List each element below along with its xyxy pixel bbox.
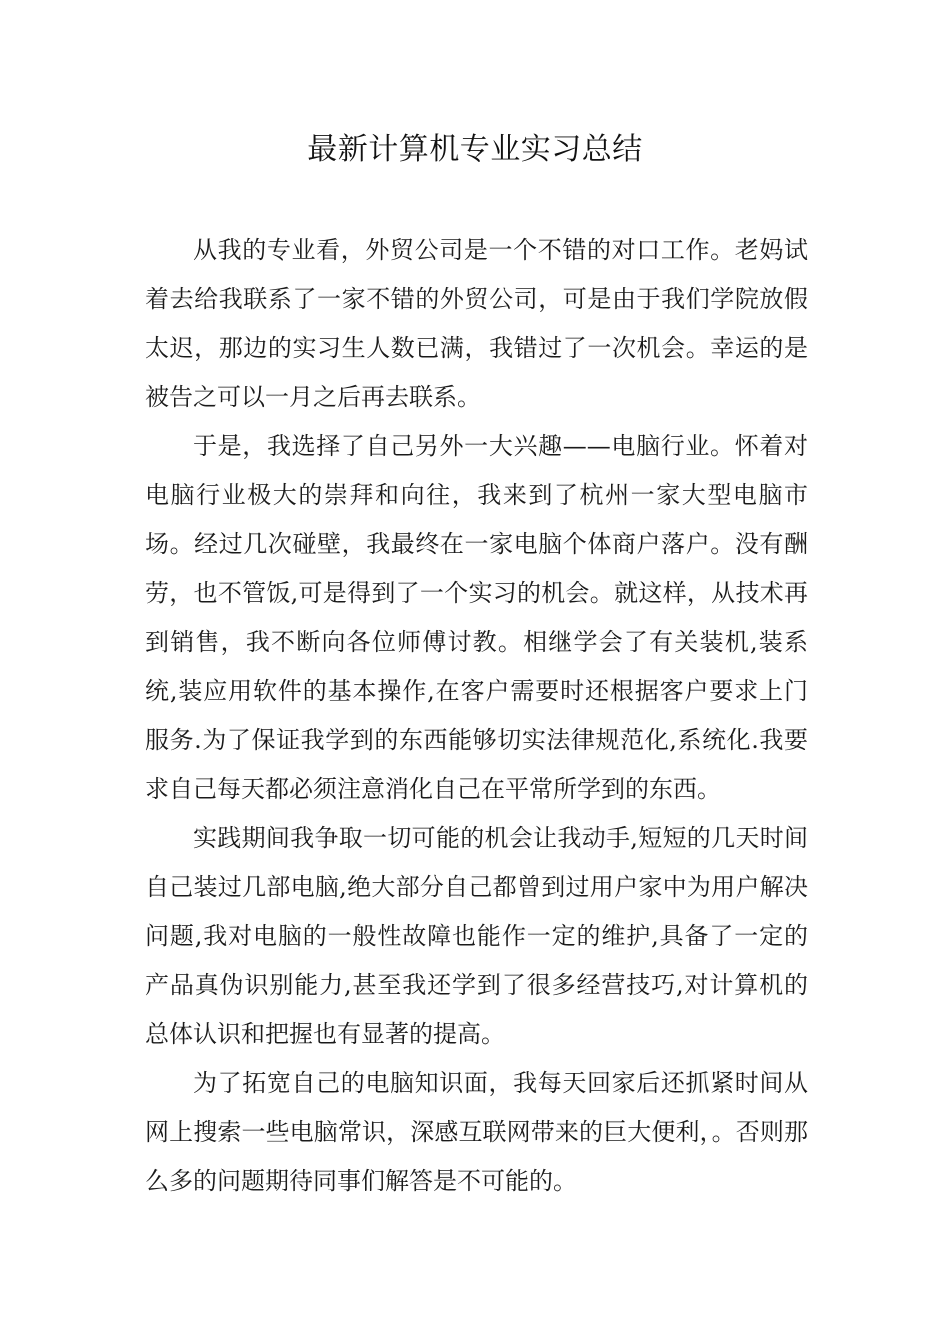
document-title: 最新计算机专业实习总结 [307,132,643,167]
paragraph: 从我的专业看，外贸公司是一个不错的对口工作。老妈试着去给我联系了一家不错的外贸公司，可是由于我们学院放假太迟，那边的实习生人数已满，我错过了一次机会。幸运的是被告之可以一月之后再去联系。 [145,236,808,411]
paragraph: 为了拓宽自己的电脑知识面，我每天回家后还抓紧时间从网上搜索一些电脑常识，深感互联网带来的巨大便利，。否则那么多的问题期待同事们解答是不可能的。 [145,1069,808,1195]
paragraph: 实践期间我争取一切可能的机会让我动手,短短的几天时间自己装过几部电脑,绝大部分自己都曾到过用户家中为用户解决问题,我对电脑的一般性故障也能作一定的维护,具备了一定的产品真伪识别能力,甚至我还学到了很多经营技巧,对计算机的总体认识和把握也有显著的提高。 [145,824,808,1048]
document-body [145,226,808,1206]
paragraph: 于是，我选择了自己另外一大兴趣——电脑行业。怀着对电脑行业极大的崇拜和向往，我来到了杭州一家大型电脑市场。经过几次碰壁，我最终在一家电脑个体商户落户。没有酬劳，也不管饭,可是得到了一个实习的机会。就这样，从技术再到销售，我不断向各位师傅讨教。相继学会了有关装机,装系统,装应用软件的基本操作,在客户需要时还根据客户要求上门服务.为了保证我学到的东西能够切实法律规范化,系统化.我要求自己每天都必须注意消化自己在平常所学到的东西。 [145,432,808,803]
